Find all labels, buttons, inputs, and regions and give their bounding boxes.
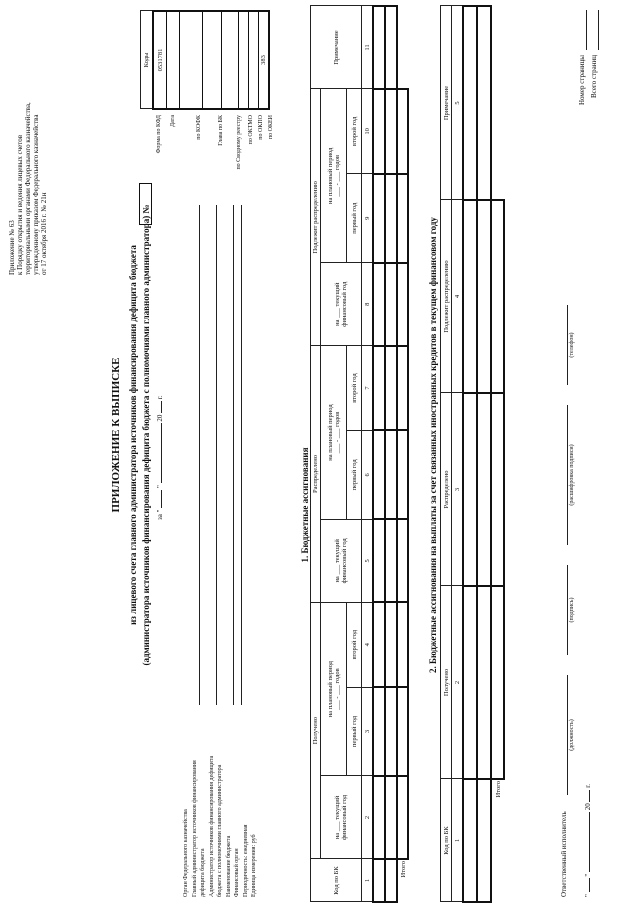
group-to-distribute: Подлежит распределению [311,89,321,346]
col-note: Примечание [311,6,362,89]
form-subtitle: из лицевого счета главного администратора источников финансирования дефицита бюджета [128,245,138,625]
second-year-3: второй год [347,89,362,174]
section1-title: 1. Бюджетные ассигнования [300,447,310,563]
page-number-label: Номер страницы [578,55,586,106]
col-number: 5 [362,519,374,602]
table-row [463,6,477,902]
appendix-line: от 17 октября 2016 г. № 21н [40,192,49,275]
second-year-1: второй год [347,602,362,687]
col-number: 4 [452,200,464,393]
label-admin: Администратор источников финансирования дефицита [208,755,215,897]
col-number: 6 [362,430,374,519]
svodny-code-cell[interactable] [222,11,239,109]
label-gl-admin-2: дефицита бюджета [200,848,206,897]
glava-code-cell[interactable] [203,11,222,109]
okpo-label: по ОКПО [258,115,264,140]
budget-allocations-table [310,5,409,903]
appendix-line: территориальными органами Федерального казначейства, [24,102,33,275]
form-code-cell: 0531781 [153,11,167,109]
section2-title: 2. Бюджетные ассигнования на выплаты за счет связанных иностранных кредитов в текущем финансовом году [428,217,438,673]
itogo-label: Итого [494,781,502,798]
col-number: 4 [362,602,374,687]
totals-row [491,6,504,902]
svodny-label: по Сводному реестру [236,115,242,170]
date-code-cell[interactable] [167,11,180,109]
form-subtitle-2: (администратора источников финансирования дефицита бюджета с полномочиями главного администратора) № [141,204,151,666]
group-received: Получено [311,602,321,859]
date-line: за " " 20 г. [156,395,164,520]
oktmo-label: по ОКТМО [248,115,254,145]
col-number: 2 [452,586,464,779]
appendix-block [8,5,48,275]
col-to-distribute: Подлежит распределению [441,200,452,393]
label-admin-2: бюджета с полномочиями главного администратора [217,764,223,897]
col-current-year-1: на ___ текущий финансовый год [321,776,362,859]
table-row [373,6,385,902]
col-note: Примечание [441,6,452,200]
label-periodicity: Периодичность: ежедневная [242,824,249,897]
left-labels [182,637,259,897]
responsible-label: Ответственный исполнитель [560,811,568,897]
label-gl-admin: Главный администратор источников финансирования [191,760,198,897]
phone-caption: (телефон) [569,332,575,358]
second-year-2: второй год [347,346,362,431]
col-number: 1 [362,859,374,902]
col-current-year-2: на ___ текущий финансовый год [321,519,362,602]
plan-period-3: на плановый период ___ - ___ годов [321,89,347,263]
label-budget: Наименование бюджета [225,835,232,897]
kofk-label: по КОФК [196,115,202,140]
col-received: Получено [441,586,452,779]
col-number: 9 [362,174,374,263]
okpo-code-cell[interactable] [249,11,259,109]
glava-label: Глава по БК [218,115,224,146]
oktmo-code-cell[interactable] [239,11,249,109]
first-year-3: первый год [347,174,362,263]
codes-header: Коды [141,11,154,109]
plan-period-2: на плановый период ___ - ___ годов [321,346,347,520]
col-kod: Код по БК [311,859,362,902]
col-number: 8 [362,263,374,346]
col-number: 5 [452,6,464,200]
form-title: ПРИЛОЖЕНИЕ К ВЫПИСКЕ [110,357,122,513]
foreign-credits-table [440,5,505,903]
col-current-year-3: на ___ текущий финансовый год [321,263,362,346]
okei-label: по ОКЕИ [268,115,274,140]
kofk-code-cell[interactable] [180,11,203,109]
account-number-box[interactable] [139,183,152,225]
totals-row [397,6,408,902]
table-row [477,6,491,902]
okei-code-cell: 383 [259,11,270,109]
form-label: Форма по КФД [156,115,162,154]
total-pages-label: Всего страниц [590,55,598,99]
position-caption: (должность) [569,719,575,751]
codes-table [140,10,270,110]
col-number: 3 [362,687,374,776]
col-number: 11 [362,6,374,89]
table-row [385,6,397,902]
appendix-line: к Порядку открытия и ведения лицевых счетов [16,134,25,275]
itogo-label: Итого [399,861,407,878]
label-fin-organ: Финансовый орган [234,848,240,897]
col-number: 3 [452,393,464,586]
footer-date: " " 20 г. [584,783,592,897]
group-distributed: Распределено [311,346,321,603]
first-year-1: первый год [347,687,362,776]
plan-period-1: на плановый период ___ - ___ годов [321,602,347,776]
col-number: 1 [452,779,464,902]
col-number: 2 [362,776,374,859]
decoding-caption: (расшифровка подписи) [569,444,575,506]
col-kod: Код по БК [441,779,452,902]
appendix-line: Приложение № 63 [8,220,16,275]
first-year-2: первый год [347,430,362,519]
col-number: 10 [362,89,374,174]
col-number: 7 [362,346,374,431]
date-label: Дата [170,115,176,127]
signature-caption: (подпись) [569,597,575,623]
label-unit: Единица измерения: руб [251,834,257,897]
appendix-line: утвержденному приказом Федерального казначейства [32,114,41,275]
label-organ: Орган Федерального казначейства [183,809,189,897]
col-distributed: Распределено [441,393,452,586]
